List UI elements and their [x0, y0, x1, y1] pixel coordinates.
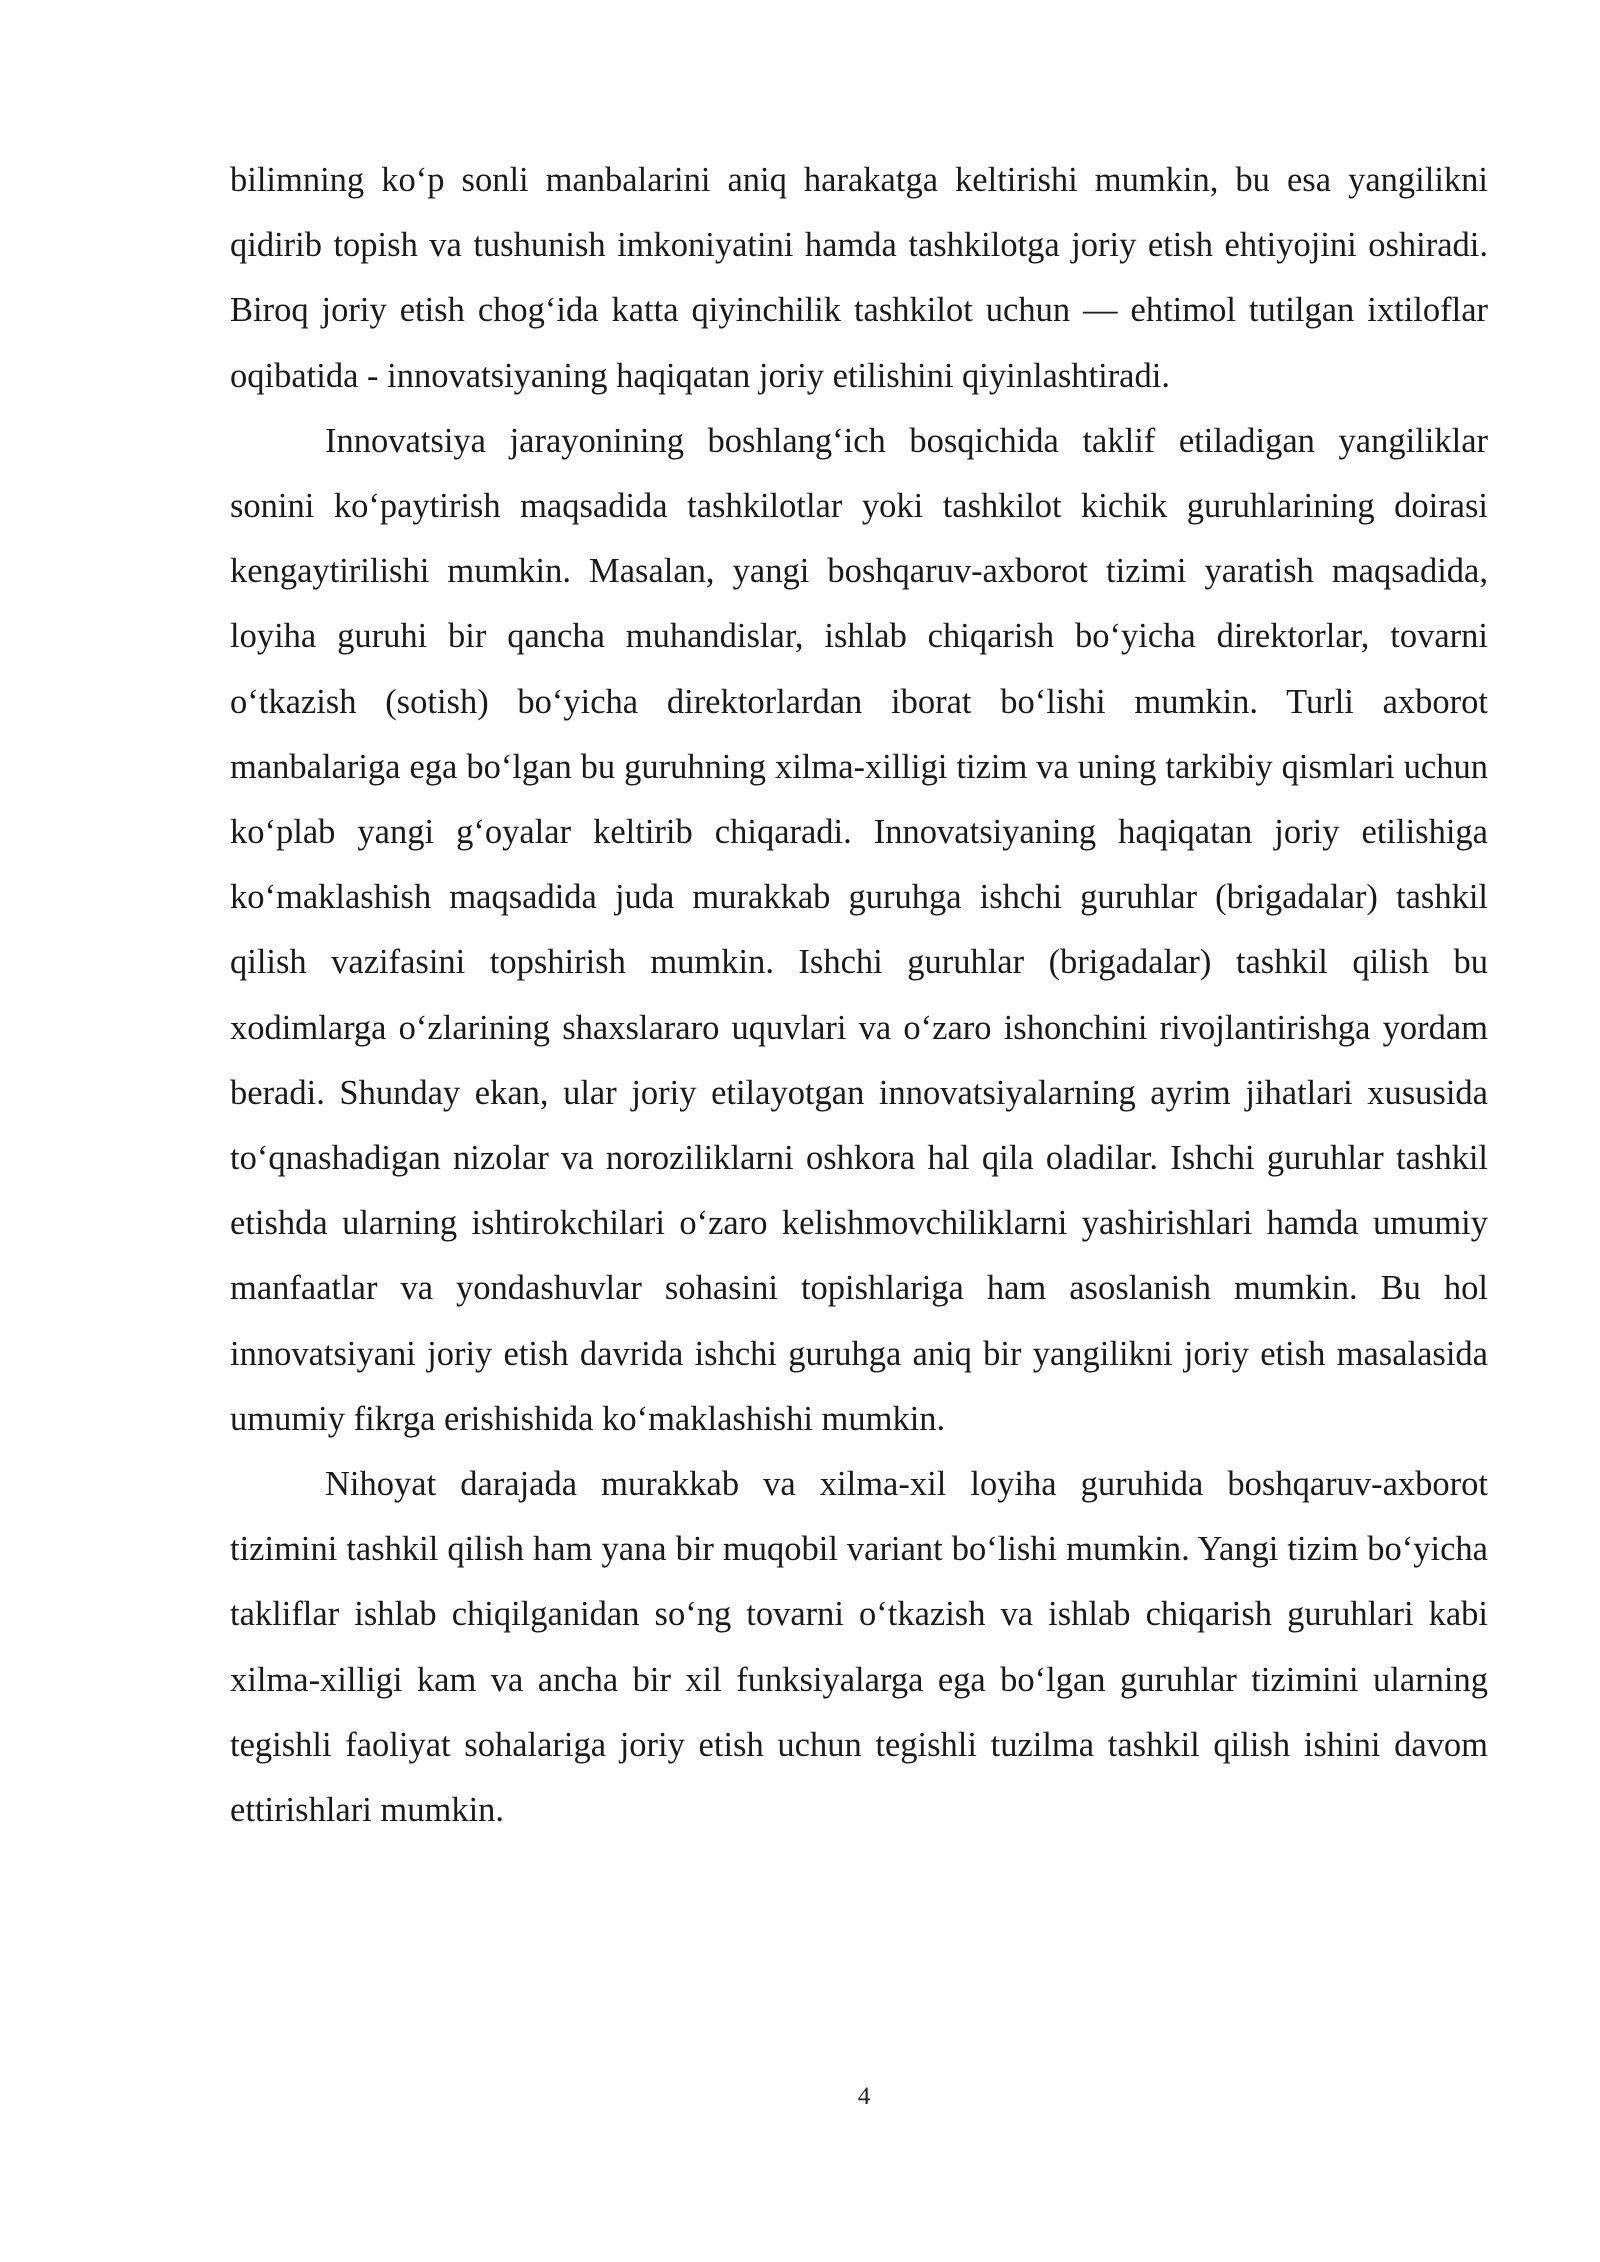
paragraph-1: bilimning ko‘p sonli manbalarini aniq harakatga keltirishi mumkin, bu esa yangilikni qidirib topish va tushunish imkoniyatini hamda tashkilotga joriy etish ehtiyojini oshiradi. Biroq joriy etish chog‘ida katta qiyinchilik tashkilot uchun — ehtimol tutilgan ixtiloflar oqibatida - innovatsiyaning haqiqatan joriy etilishini qiyinlashtiradi. [230, 161, 1488, 395]
paragraph-3: Nihoyat darajada murakkab va xilma-xil loyiha guruhida boshqaruv-axborot tizimini tashkil qilish ham yana bir muqobil variant bo‘lishi mumkin. Yangi tizim bo‘yicha takliflar ishlab chiqilganidan so‘ng tovarni o‘tkazish va ishlab chiqarish guruhlari kabi xilma-xilligi kam va ancha bir xil funksiyalarga ega bo‘lgan guruhlar tizimini ularning tegishli faoliyat sohalariga joriy etish uchun tegishli tuzilma tashkil qilish ishini davom ettirishlari mumkin. [230, 1465, 1488, 1830]
paragraph-2: Innovatsiya jarayonining boshlang‘ich bosqichida taklif etiladigan yangiliklar sonini ko‘paytirish maqsadida tashkilotlar yoki tashkilot kichik guruhlarining doirasi kengaytirilishi mumkin. Masalan, yangi boshqaruv-axborot tizimi yaratish maqsadida, loyiha guruhi bir qancha muhandislar, ishlab chiqarish bo‘yicha direktorlar, tovarni o‘tkazish (sotish) bo‘yicha direktorlardan iborat bo‘lishi mumkin. Turli axborot manbalariga ega bo‘lgan bu guruhning xilma-xilligi tizim va uning tarkibiy qismlari uchun ko‘plab yangi g‘oyalar keltirib chiqaradi. Innovatsiyaning haqiqatan joriy etilishiga ko‘maklashish maqsadida juda murakkab guruhga ishchi guruhlar (brigadalar) tashkil qilish vazifasini topshirish mumkin. Ishchi guruhlar (brigadalar) tashkil qilish bu xodimlarga o‘zlarining shaxslararo uquvlari va o‘zaro ishonchini rivojlantirishga yordam beradi. Shunday ekan, ular joriy etilayotgan innovatsiyalarning ayrim jihatlari xususida to‘qnashadigan nizolar va noroziliklarni oshkora hal qila oladilar. Ishchi guruhlar tashkil etishda ularning ishtirokchilari o‘zaro kelishmovchiliklarni yashirishlari hamda umumiy manfaatlar va yondashuvlar sohasini topishlariga ham asoslanish mumkin. Bu hol innovatsiyani joriy etish davrida ishchi guruhga aniq bir yangilikni joriy etish masalasida umumiy fikrga erishishida ko‘maklashishi mumkin. [230, 421, 1488, 1438]
document-body [230, 148, 1488, 1843]
page-number: 4 [857, 2083, 871, 2110]
